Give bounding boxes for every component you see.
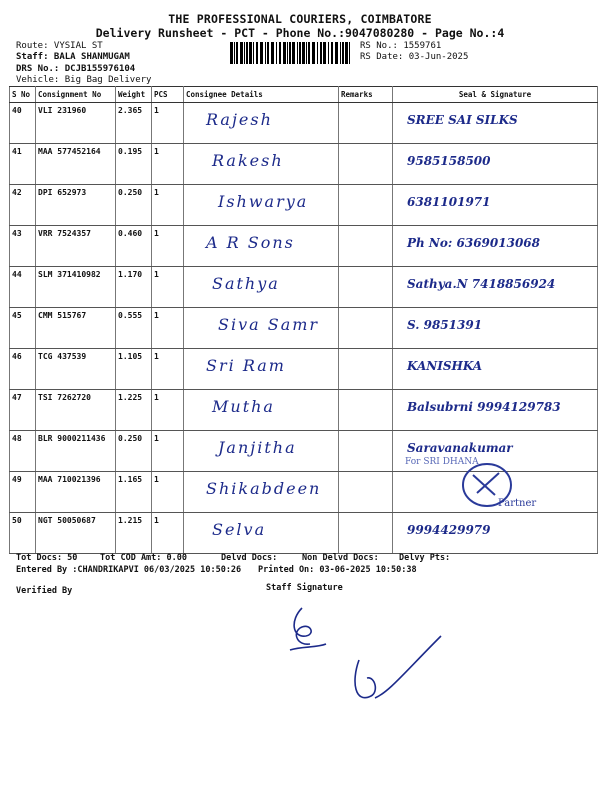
barcode-bar (234, 42, 235, 64)
consignee-handwriting: Mutha (212, 397, 275, 416)
consignee-handwriting: Rajesh (206, 110, 273, 129)
col-pcs: PCS (152, 87, 184, 103)
table-row (10, 308, 598, 349)
row-sno: 47 (10, 390, 36, 431)
row-weight: 1.170 (116, 267, 152, 308)
row-remarks (339, 103, 393, 144)
row-consignee (184, 226, 339, 267)
verifier-signature-mark (345, 632, 455, 712)
row-consignment-no: TSI 7262720 (36, 390, 116, 431)
barcode-bar (345, 42, 348, 64)
row-consignee (184, 390, 339, 431)
row-sno: 44 (10, 267, 36, 308)
row-sno: 42 (10, 185, 36, 226)
row-pcs: 1 (152, 267, 184, 308)
row-pcs: 1 (152, 185, 184, 226)
row-consignment-no: NGT 50050687 (36, 513, 116, 554)
row-weight: 0.460 (116, 226, 152, 267)
row-consignment-no: MAA 710021396 (36, 472, 116, 513)
vehicle-label: Vehicle: Big Bag Delivery (16, 75, 152, 85)
tot-docs: Tot Docs: 50 (16, 553, 78, 563)
row-signature (393, 226, 598, 267)
row-pcs: 1 (152, 472, 184, 513)
row-consignment-no: BLR 9000211436 (36, 431, 116, 472)
row-consignee (184, 185, 339, 226)
barcode-bar (317, 42, 318, 64)
row-weight: 0.250 (116, 431, 152, 472)
row-signature (393, 185, 598, 226)
signature-handwriting: SREE SAI SILKS (407, 113, 518, 127)
barcode-bar (299, 42, 301, 64)
row-consignment-no: TCG 437539 (36, 349, 116, 390)
consignee-handwriting: Siva Samr (218, 315, 320, 334)
col-remarks: Remarks (339, 87, 393, 103)
barcode-bar (279, 42, 281, 64)
row-consignee (184, 144, 339, 185)
printed-on: Printed On: 03-06-2025 10:50:38 (258, 565, 417, 575)
row-pcs: 1 (152, 513, 184, 554)
row-weight: 0.250 (116, 185, 152, 226)
signature-handwriting: Saravanakumar (407, 441, 513, 455)
row-remarks (339, 267, 393, 308)
barcode-bar (306, 42, 307, 64)
table-header-row (10, 87, 598, 103)
signature-handwriting: 9585158500 (407, 154, 491, 168)
row-signature (393, 308, 598, 349)
barcode-bar (302, 42, 305, 64)
table-row (10, 144, 598, 185)
col-signature: Seal & Signature (393, 87, 598, 103)
row-consignee (184, 472, 339, 513)
verified-by: Verified By (16, 586, 73, 596)
table-row (10, 390, 598, 431)
barcode-bar (287, 42, 288, 64)
barcode-bar (240, 42, 243, 64)
col-consignee: Consignee Details (184, 87, 339, 103)
row-pcs: 1 (152, 390, 184, 431)
row-weight: 1.225 (116, 390, 152, 431)
table-row (10, 103, 598, 144)
staff-signature-mark (280, 600, 340, 660)
barcode-bar (312, 42, 315, 64)
row-sno: 43 (10, 226, 36, 267)
row-pcs: 1 (152, 226, 184, 267)
barcode-bar (331, 42, 333, 64)
delvy-pts: Delvy Pts: (399, 553, 451, 563)
row-sno: 49 (10, 472, 36, 513)
barcode-bar (260, 42, 263, 64)
consignee-handwriting: Selva (212, 520, 267, 539)
consignee-handwriting: Sathya (212, 274, 280, 293)
table-row (10, 513, 598, 554)
barcode-bar (246, 42, 248, 64)
barcode-bar (256, 42, 258, 64)
row-consignment-no: VRR 7524357 (36, 226, 116, 267)
consignee-handwriting: A R Sons (206, 233, 295, 252)
non-delvd-docs: Non Delvd Docs: (302, 553, 379, 563)
col-weight: Weight (116, 87, 152, 103)
row-weight: 1.165 (116, 472, 152, 513)
barcode-bar (267, 42, 269, 64)
barcode-bar (230, 42, 233, 64)
row-remarks (339, 185, 393, 226)
row-signature (393, 390, 598, 431)
row-consignment-no: SLM 371410982 (36, 267, 116, 308)
row-sno: 45 (10, 308, 36, 349)
barcode-bar (236, 42, 238, 64)
signature-handwriting: Ph No: 6369013068 (407, 236, 541, 250)
signature-handwriting: KANISHKA (407, 359, 483, 373)
table-row (10, 349, 598, 390)
barcode-bar (349, 42, 350, 64)
runsheet-subtitle: Delivery Runsheet - PCT - Phone No.:9047080280 - Page No.:4 (95, 26, 505, 40)
row-consignee (184, 267, 339, 308)
row-remarks (339, 431, 393, 472)
row-consignment-no: MAA 577452164 (36, 144, 116, 185)
table-row (10, 226, 598, 267)
route-label: Route: VYSIAL ST (16, 41, 103, 51)
row-consignee (184, 103, 339, 144)
barcode (230, 42, 352, 64)
barcode-bar (340, 42, 341, 64)
consignee-handwriting: Rakesh (212, 151, 284, 170)
stamp-text: For SRI DHANA (405, 457, 479, 467)
consignee-handwriting: Ishwarya (218, 192, 309, 211)
row-remarks (339, 513, 393, 554)
drs-label: DRS No.: DCJB155976104 (16, 64, 136, 74)
row-sno: 48 (10, 431, 36, 472)
staff-signature-label: Staff Signature (266, 583, 343, 593)
barcode-bar (320, 42, 322, 64)
barcode-bar (328, 42, 329, 64)
barcode-bar (297, 42, 298, 64)
row-consignee (184, 349, 339, 390)
row-remarks (339, 390, 393, 431)
stamp-partner: Partner (498, 498, 537, 509)
row-signature (393, 513, 598, 554)
row-consignee (184, 513, 339, 554)
row-remarks (339, 308, 393, 349)
row-signature (393, 349, 598, 390)
barcode-bar (335, 42, 338, 64)
barcode-bar (283, 42, 286, 64)
barcode-bar (323, 42, 326, 64)
row-weight: 1.105 (116, 349, 152, 390)
rs-no-label: RS No.: 1559761 (360, 41, 442, 51)
row-consignment-no: DPI 652973 (36, 185, 116, 226)
col-sno: S No (10, 87, 36, 103)
row-signature (393, 103, 598, 144)
signature-handwriting: Sathya.N 7418856924 (407, 277, 556, 291)
row-remarks (339, 472, 393, 513)
signature-handwriting: 6381101971 (407, 195, 491, 209)
consignee-handwriting: Shikabdeen (206, 479, 322, 498)
barcode-bar (342, 42, 344, 64)
barcode-bar (308, 42, 310, 64)
barcode-bar (244, 42, 245, 64)
signature-handwriting: S. 9851391 (407, 318, 483, 332)
tot-cod: Tot COD Amt: 0.00 (100, 553, 187, 563)
barcode-bar (289, 42, 291, 64)
entered-by: Entered By :CHANDRIKAPVI 06/03/2025 10:50:26 (16, 565, 242, 575)
row-remarks (339, 144, 393, 185)
row-pcs: 1 (152, 308, 184, 349)
signature-handwriting: 9994429979 (407, 523, 491, 537)
table-row (10, 267, 598, 308)
row-weight: 0.195 (116, 144, 152, 185)
consignee-handwriting: Janjitha (218, 438, 297, 457)
row-sno: 50 (10, 513, 36, 554)
row-signature (393, 144, 598, 185)
col-consignment: Consignment No (36, 87, 116, 103)
row-remarks (339, 349, 393, 390)
barcode-bar (253, 42, 254, 64)
barcode-bar (292, 42, 295, 64)
row-signature (393, 267, 598, 308)
row-sno: 40 (10, 103, 36, 144)
barcode-bar (271, 42, 274, 64)
consignee-handwriting: Sri Ram (206, 356, 286, 375)
row-pcs: 1 (152, 144, 184, 185)
rs-date-label: RS Date: 03-Jun-2025 (360, 52, 469, 62)
row-consignment-no: CMM 515767 (36, 308, 116, 349)
delvd-docs: Delvd Docs: (221, 553, 278, 563)
row-pcs: 1 (152, 431, 184, 472)
barcode-bar (276, 42, 277, 64)
row-pcs: 1 (152, 349, 184, 390)
barcode-bar (265, 42, 266, 64)
row-pcs: 1 (152, 103, 184, 144)
signature-handwriting: Balsubrni 9994129783 (407, 400, 561, 414)
row-consignee (184, 308, 339, 349)
row-sno: 46 (10, 349, 36, 390)
company-title: THE PROFESSIONAL COURIERS, COIMBATORE (168, 12, 432, 26)
table-row (10, 185, 598, 226)
row-weight: 1.215 (116, 513, 152, 554)
barcode-bar (249, 42, 252, 64)
row-sno: 41 (10, 144, 36, 185)
row-weight: 2.365 (116, 103, 152, 144)
row-weight: 0.555 (116, 308, 152, 349)
staff-label: Staff: BALA SHANMUGAM (16, 52, 130, 62)
row-consignee (184, 431, 339, 472)
row-consignment-no: VLI 231960 (36, 103, 116, 144)
row-remarks (339, 226, 393, 267)
